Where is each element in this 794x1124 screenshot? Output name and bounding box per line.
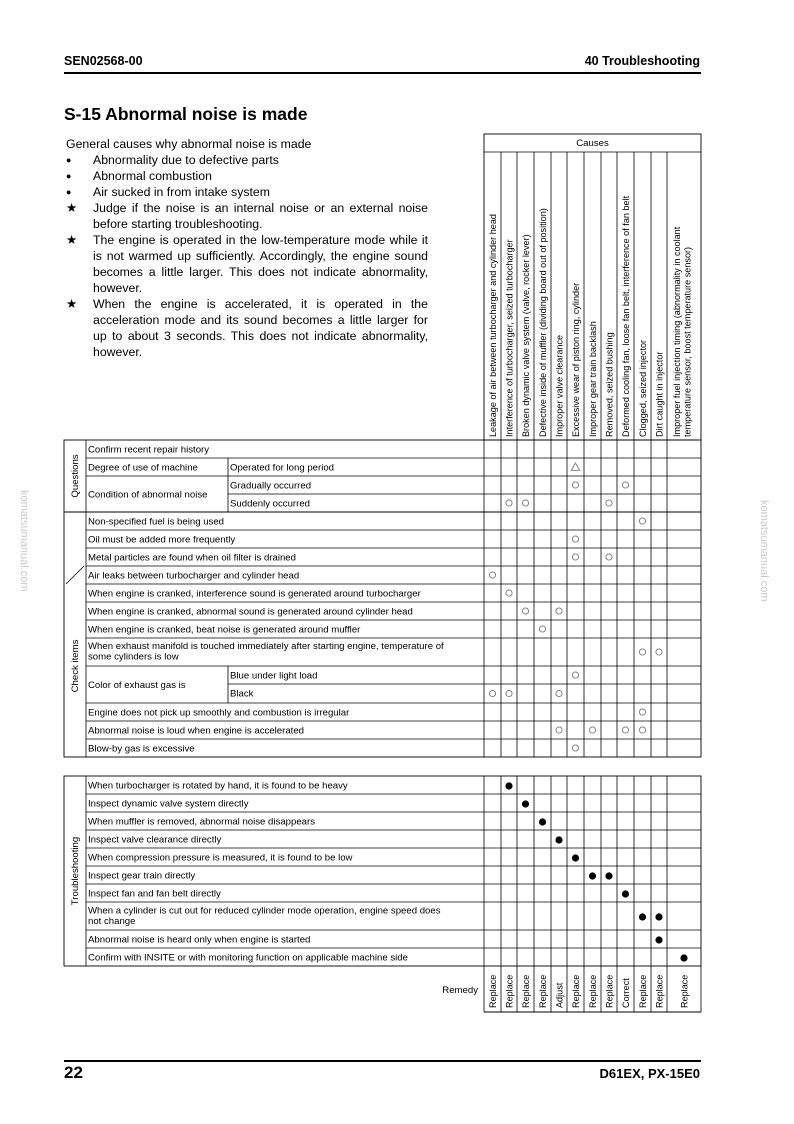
open-circle-mark: [506, 500, 512, 506]
row-label: Condition of abnormal noise: [88, 489, 208, 501]
open-circle-mark: [639, 518, 645, 524]
row-label: some cylinders is low: [88, 651, 179, 663]
row-sublabel: Black: [230, 688, 254, 700]
header-rule: [64, 72, 701, 74]
remedy-value: Replace: [654, 974, 665, 1008]
triangle-mark: [571, 463, 579, 470]
row-label: Abnormal noise is loud when engine is accelerated: [88, 725, 304, 737]
causes-label: Causes: [576, 138, 609, 149]
cause-label: Clogged, seized injector: [637, 339, 648, 437]
filled-circle-mark: [605, 872, 612, 879]
row-label: Metal particles are found when oil filter is drained: [88, 552, 296, 564]
remedy-value: Replace: [570, 974, 581, 1008]
row-label: When engine is cranked, beat noise is generated around muffler: [88, 624, 361, 636]
star-icon: ★: [66, 297, 78, 311]
row-sublabel: Blue under light load: [230, 670, 318, 682]
open-circle-mark: [556, 690, 562, 696]
footer-rule: [64, 1060, 701, 1062]
cause-label: Defective inside of muffler (dividing board out of position): [537, 208, 548, 437]
filled-circle-mark: [572, 854, 579, 861]
row-sublabel: Operated for long period: [230, 462, 334, 474]
row-label: When exhaust manifold is touched immediately after starting engine, temperature of: [88, 641, 444, 652]
intro-text-line: When the engine is accelerated, it is operated in the acceleration mode and its sound becomes a little larger for up to about 3 seconds. This does not indicate abnormality, however.: [93, 297, 428, 359]
remedy-value: Correct: [620, 978, 631, 1008]
row-label: not change: [88, 916, 136, 927]
row-label: Oil must be added more frequently: [88, 534, 236, 546]
row-label: When a cylinder is cut out for reduced cylinder mode operation, engine speed does: [88, 905, 441, 917]
row-label: Inspect gear train directly: [88, 870, 196, 882]
row-label: When compression pressure is measured, it is found to be low: [88, 852, 353, 864]
filled-circle-mark: [639, 913, 646, 920]
group-label-troubleshooting: Troubleshooting: [70, 836, 81, 906]
cause-label: Improper valve clearance: [554, 334, 565, 437]
filled-circle-mark: [555, 836, 562, 843]
intro-text-line: Judge if the noise is an internal noise or an external noise before starting troubleshooting.: [93, 201, 428, 231]
row-label: Air leaks between turbocharger and cylinder head: [88, 570, 300, 582]
filled-circle-mark: [680, 954, 687, 961]
row-label: Blow-by gas is excessive: [88, 743, 195, 755]
remedy-value: Adjust: [554, 982, 565, 1008]
row-sublabel: Suddenly occurred: [230, 498, 310, 510]
open-circle-mark: [522, 608, 528, 614]
row-label: Degree of use of machine: [88, 462, 198, 474]
row-label: Non-specified fuel is being used: [88, 516, 224, 528]
cause-label: Improper gear train backlash: [587, 321, 598, 437]
filled-circle-mark: [522, 800, 529, 807]
intro-text-line: General causes why abnormal noise is made: [66, 137, 312, 151]
group-label-check-items: Check items: [70, 639, 81, 693]
open-circle-mark: [489, 690, 495, 696]
bullet-icon: ●: [66, 187, 72, 197]
cause-label: Dirt caught in injector: [654, 351, 665, 437]
open-circle-mark: [589, 727, 595, 733]
cause-label: Improper fuel injection timing (abnormality in coolant: [672, 226, 682, 437]
document-id: SEN02568-00: [64, 54, 143, 68]
cause-label: Leakage of air between turbocharger and cylinder head: [487, 214, 498, 437]
row-label: Inspect fan and fan belt directly: [88, 888, 221, 900]
open-circle-mark: [656, 649, 662, 655]
row-label: Confirm recent repair history: [88, 444, 210, 456]
intro-text-line: Abnormal combustion: [93, 169, 212, 183]
open-circle-mark: [622, 727, 628, 733]
open-circle-mark: [572, 554, 578, 560]
row-label: When turbocharger is rotated by hand, it is found to be heavy: [88, 780, 348, 792]
grid-line: [66, 566, 84, 584]
intro-text-line: The engine is operated in the low-temperature mode while it is not warmed up sufficiently. Accordingly, the engine sound becomes a little larger. This does not indicate abnormality, however.: [93, 233, 428, 295]
row-label: When muffler is removed, abnormal noise disappears: [88, 816, 315, 828]
star-icon: ★: [66, 201, 78, 215]
cause-label: temperature sensor, boost temperature sensor): [682, 246, 693, 437]
model-name: D61EX, PX-15E0: [599, 1066, 700, 1081]
open-circle-mark: [522, 500, 528, 506]
open-circle-mark: [506, 590, 512, 596]
row-label: Engine does not pick up smoothly and combustion is irregular: [88, 707, 350, 719]
watermark-left: komatsumanual.com: [18, 490, 30, 592]
page-number: 22: [64, 1063, 83, 1082]
open-circle-mark: [572, 536, 578, 542]
intro-text-line: Air sucked in from intake system: [93, 185, 270, 199]
row-label: Inspect dynamic valve system directly: [88, 798, 249, 810]
filled-circle-mark: [655, 913, 662, 920]
remedy-value: Replace: [587, 974, 598, 1008]
row-label: Abnormal noise is heard only when engine is started: [88, 934, 311, 946]
causes-check-table: [60, 130, 706, 760]
row-label: When engine is cranked, interference sound is generated around turbocharger: [88, 588, 421, 600]
filled-circle-mark: [589, 872, 596, 879]
open-circle-mark: [572, 745, 578, 751]
row-label: Inspect valve clearance directly: [88, 834, 222, 846]
troubleshooting-table: [60, 772, 706, 1022]
open-circle-mark: [622, 482, 628, 488]
row-label: Color of exhaust gas is: [88, 680, 186, 691]
cause-label: Excessive wear of piston ring, cylinder: [570, 282, 581, 437]
open-circle-mark: [639, 709, 645, 715]
open-circle-mark: [639, 649, 645, 655]
open-circle-mark: [572, 672, 578, 678]
remedy-value: Replace: [679, 974, 690, 1008]
filled-circle-mark: [622, 890, 629, 897]
open-circle-mark: [489, 572, 495, 578]
row-label: Confirm with INSITE or with monitoring function on applicable machine side: [88, 952, 408, 964]
section-title: 40 Troubleshooting: [584, 54, 700, 68]
intro-text-line: Abnormality due to defective parts: [93, 153, 279, 167]
remedy-value: Replace: [537, 974, 548, 1008]
bullet-icon: ●: [66, 155, 72, 165]
group-label-questions: Questions: [70, 454, 81, 498]
open-circle-mark: [606, 554, 612, 560]
cause-label: Broken dynamic valve system (valve, rocker lever): [520, 234, 531, 437]
cause-label: Interference of turbocharger, seized turbocharger: [504, 239, 515, 437]
open-circle-mark: [606, 500, 612, 506]
watermark-right: komatsumanual.com: [758, 500, 770, 602]
remedy-value: Replace: [520, 974, 531, 1008]
star-icon: ★: [66, 233, 78, 247]
row-label: When engine is cranked, abnormal sound is generated around cylinder head: [88, 606, 413, 618]
cause-label: Deformed cooling fan, loose fan belt, interference of fan belt: [620, 195, 631, 437]
open-circle-mark: [539, 626, 545, 632]
remedy-value: Replace: [487, 974, 498, 1008]
row-sublabel: Gradually occurred: [230, 480, 312, 492]
remedy-value: Replace: [504, 974, 515, 1008]
remedy-value: Replace: [604, 974, 615, 1008]
open-circle-mark: [639, 727, 645, 733]
cause-label: Removed, seized bushing: [604, 332, 615, 437]
remedy-value: Replace: [637, 974, 648, 1008]
open-circle-mark: [556, 727, 562, 733]
open-circle-mark: [506, 690, 512, 696]
page-title: S-15 Abnormal noise is made: [64, 104, 308, 124]
bullet-icon: ●: [66, 171, 72, 181]
open-circle-mark: [572, 482, 578, 488]
filled-circle-mark: [655, 936, 662, 943]
remedy-label: Remedy: [442, 985, 478, 996]
filled-circle-mark: [505, 782, 512, 789]
filled-circle-mark: [539, 818, 546, 825]
open-circle-mark: [556, 608, 562, 614]
